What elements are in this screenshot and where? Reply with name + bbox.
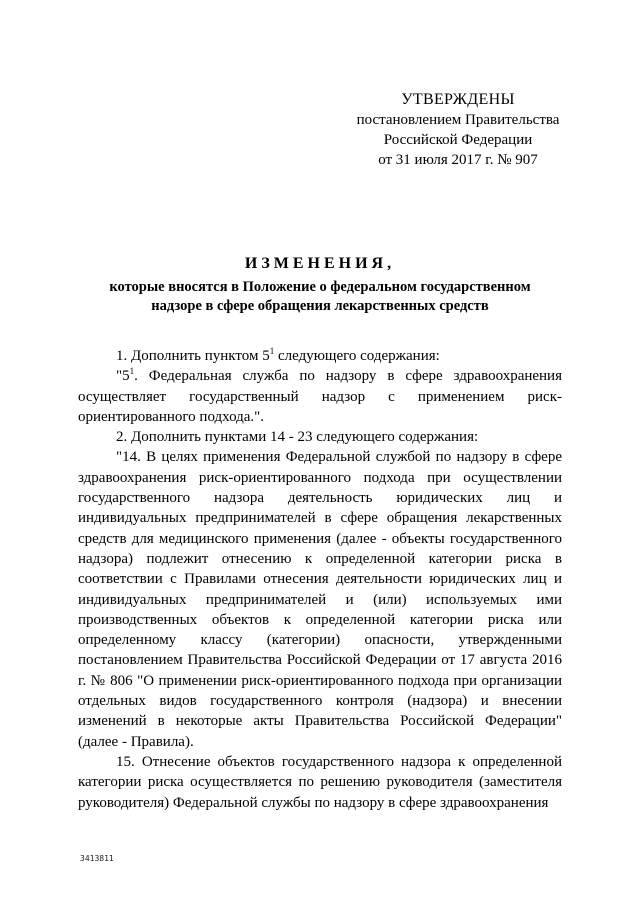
paragraph-3: 2. Дополнить пунктами 14 - 23 следующего содержания: xyxy=(116,429,479,446)
document-body xyxy=(78,346,562,813)
approval-heading: УТВЕРЖДЕНЫ xyxy=(401,91,515,108)
approval-line-3: Российской Федерации xyxy=(383,132,533,148)
paragraph-1-text-end: следующего содержания: xyxy=(274,348,440,364)
subtitle-line-2: надзоре в сфере обращения лекарственных средств xyxy=(151,298,489,314)
document-subtitle xyxy=(80,278,560,316)
paragraph-1 xyxy=(78,346,562,366)
footer-document-code: 3413811 xyxy=(80,854,114,863)
paragraph-2-text: "5 xyxy=(116,368,130,385)
approval-line-2: постановлением Правительства xyxy=(356,112,560,128)
paragraph-2-text-end: . Федеральная служба по надзору в сфере здравоохранения осуществляет государственный надзор с применением риск-ориентированного подхода.". xyxy=(78,368,562,425)
paragraph-4: "14. В целях применения Федеральной службой по надзору в сфере здравоохранения риск-ориентированного подхода при осуществлении государственного надзора деятельность юридических лиц и индивидуальных предпринимателей в сфере обращения лекарственных средств для медицинского применения (далее - объекты государственного надзора) подлежит отнесению к определенной категории риска в соответствии с Правилами отнесения деятельности юридических лиц и индивидуальных предпринимателей и (или) используемых ими производственных объектов к определенной категории риска или определенному классу (категории) опасности, утвержденными постановлением Правительства Российской Федерации от 17 августа 2016 г. № 806 "О применении риск-ориентированного подхода при организации отдельных видов государственного контроля (надзора) и внесении изменений в некоторые акты Правительства Российской Федерации" (далее - Правила). xyxy=(78,449,562,750)
approval-date-number: от 31 июля 2017 г. № 907 xyxy=(378,152,538,168)
paragraph-1-text: 1. Дополнить пунктом 5 xyxy=(116,348,270,364)
paragraph-2-superscript: 1 xyxy=(129,366,135,377)
document-title: ИЗМЕНЕНИЯ, xyxy=(244,255,396,272)
paragraph-5: 15. Отнесение объектов государственного надзора к определенной категории риска осуществляется по решению руководителя (заместителя руководителя) Федеральной службы по надзору в сфере здравоохранения xyxy=(78,753,562,811)
subtitle-line-1: которые вносятся в Положение о федеральном государственном xyxy=(109,279,531,295)
approval-block xyxy=(330,90,586,170)
paragraph-2 xyxy=(78,366,562,427)
paragraph-1-superscript: 1 xyxy=(269,346,275,356)
